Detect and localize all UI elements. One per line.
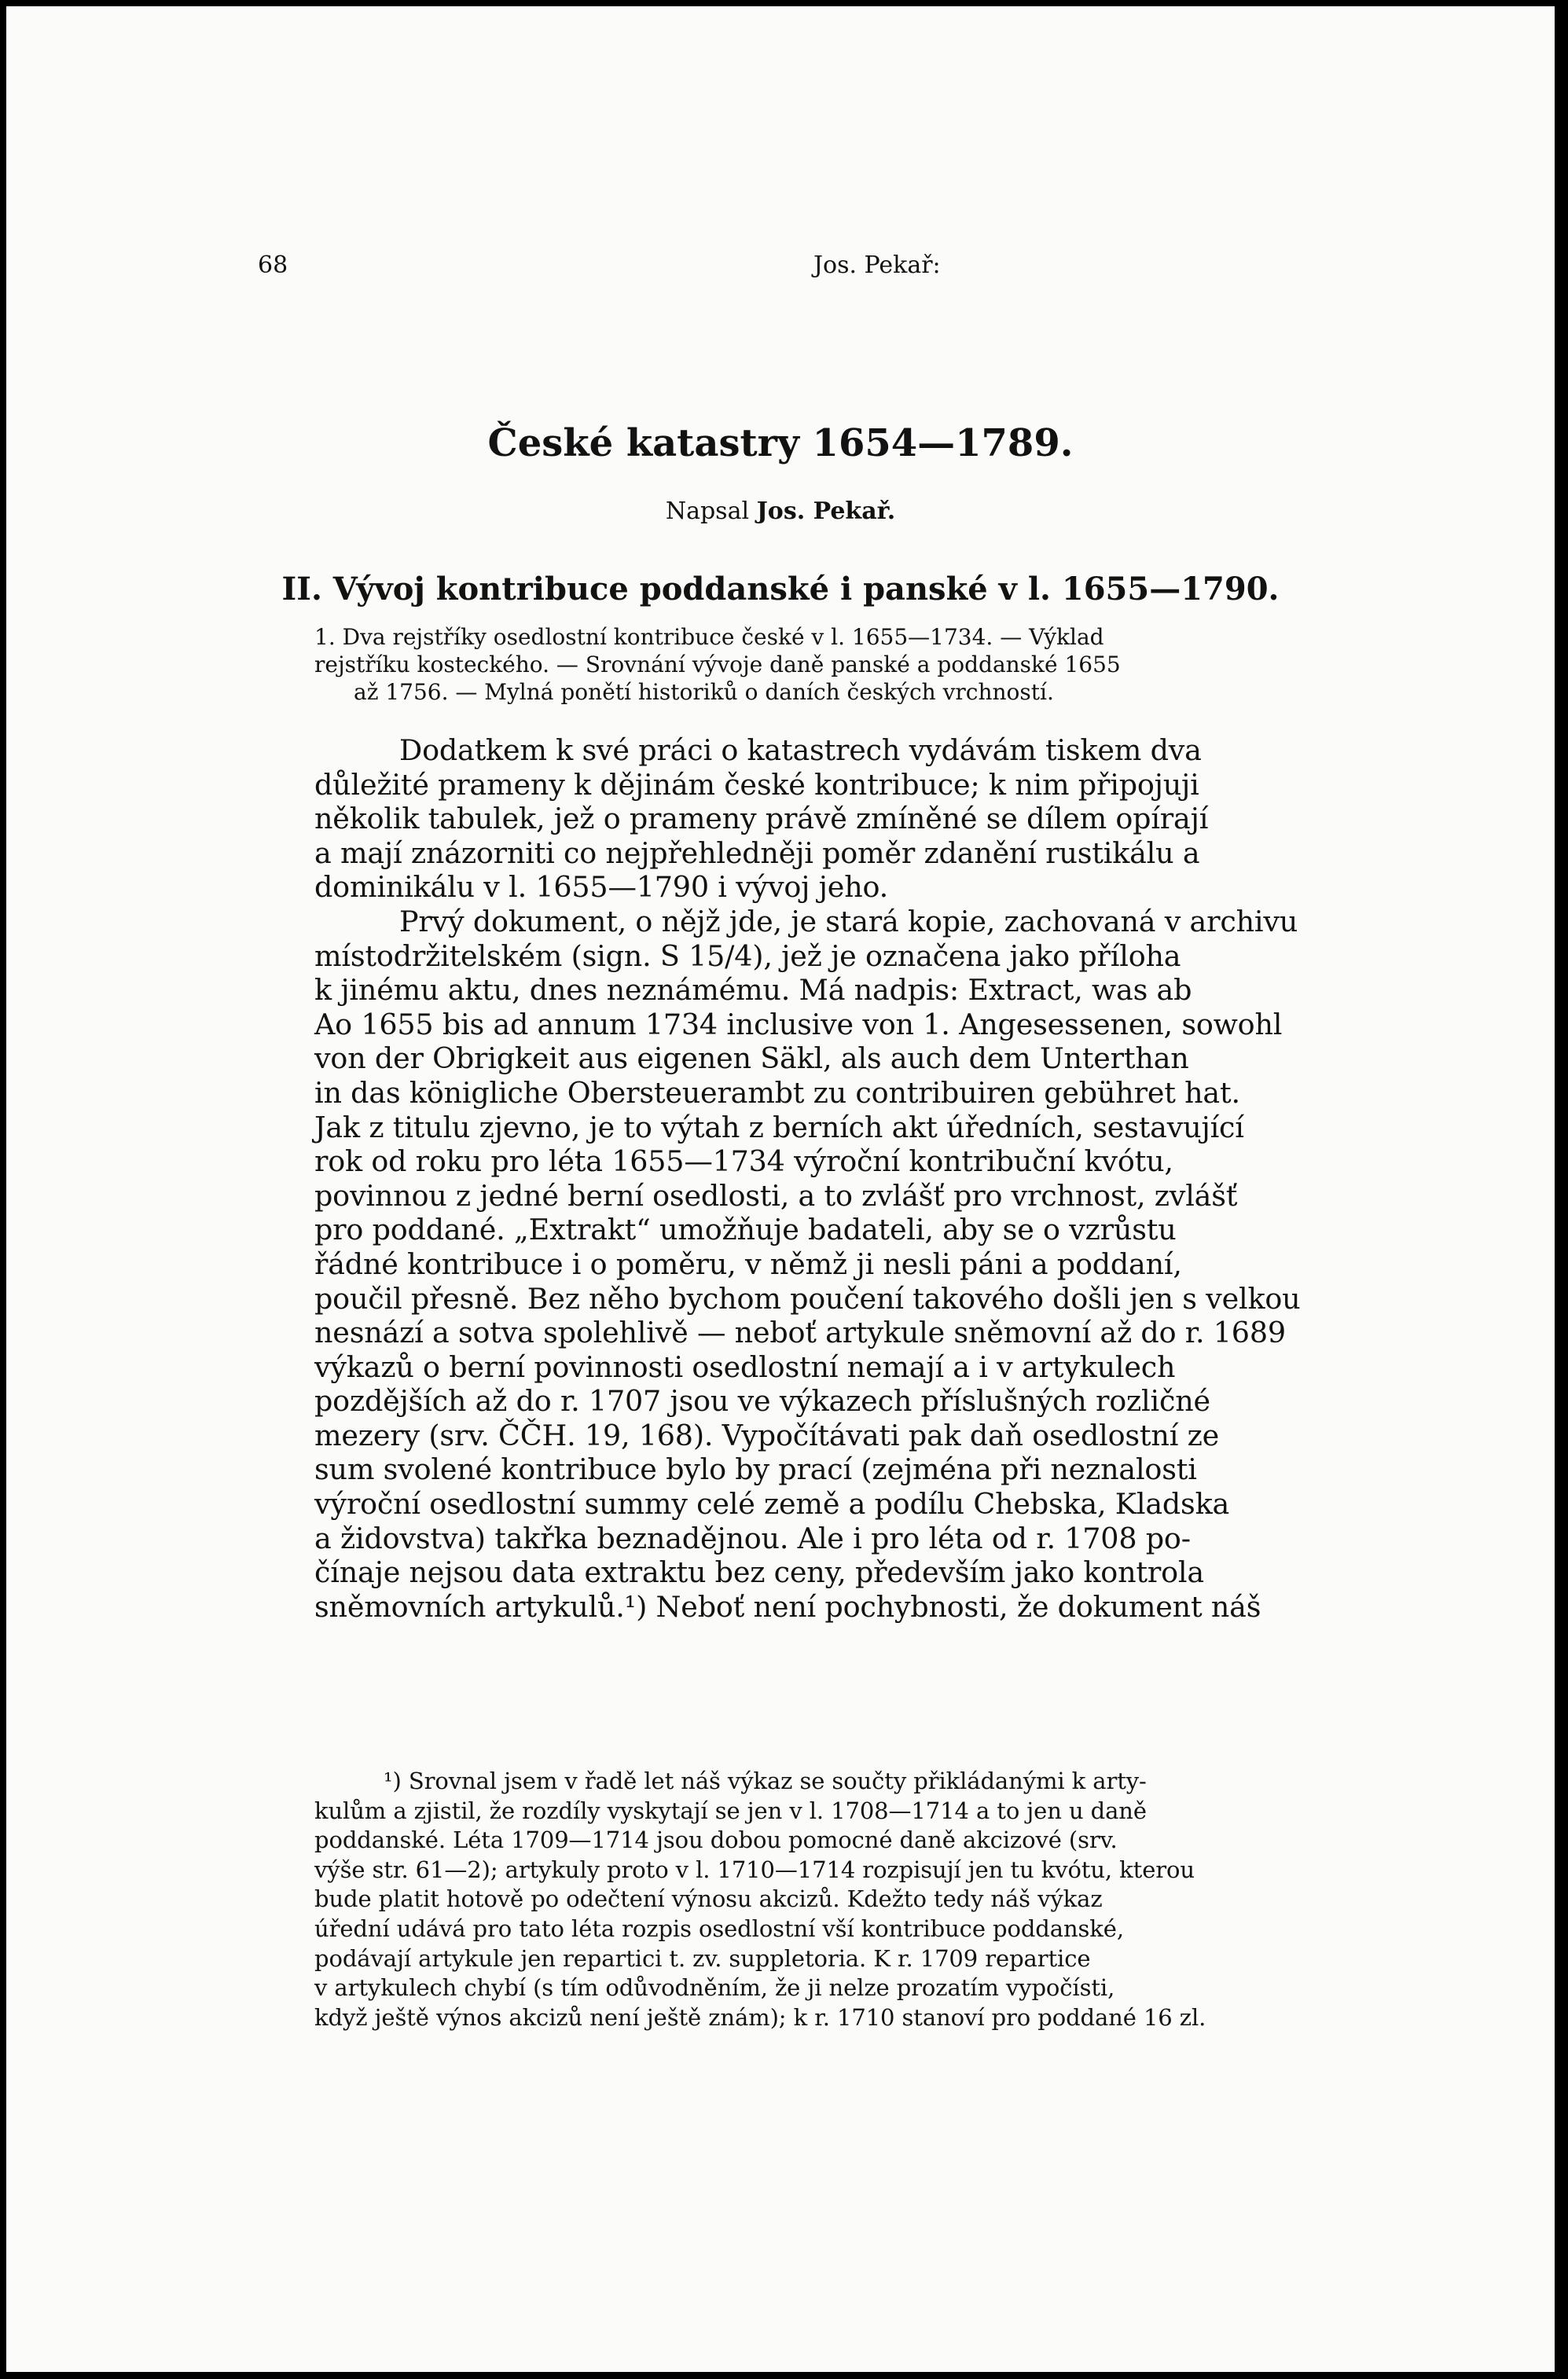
page-number: 68	[258, 251, 288, 279]
body-line: řádné kontribuce i o poměru, v němž ji nesli páni a poddaní,	[314, 1246, 1182, 1281]
body-line: Dodatkem k své práci o katastrech vydávám tiskem dva	[399, 733, 1202, 767]
body-line: Prvý dokument, o nějž jde, je stará kopie, zachovaná v archivu	[399, 904, 1298, 938]
footnote-line: ¹) Srovnal jsem v řadě let náš výkaz se součty přikládanými k arty-	[384, 1768, 1147, 1794]
body-line: mezery (srv. ČČH. 19, 168). Vypočítávati pak daň osedlostní ze	[314, 1418, 1220, 1452]
byline-prefix: Napsal	[665, 497, 750, 525]
body-line: rok od roku pro léta 1655—1734 výroční kontribuční kvótu,	[314, 1144, 1173, 1179]
body-line: a mají znázorniti co nejpřehledněji poměr zdanění rustikálu a	[314, 835, 1200, 870]
body-line: k jinému aktu, dnes neznámému. Má nadpis: Extract, was ab	[314, 973, 1192, 1008]
body-line: povinnou z jedné berní osedlosti, a to zvlášť pro vrchnost, zvlášť	[314, 1178, 1238, 1213]
running-head: Jos. Pekař:	[813, 251, 941, 279]
body-line: důležité prameny k dějinám české kontribuce; k nim připojuji	[314, 767, 1199, 802]
footnote-line: úřední udává pro tato léta rozpis osedlostní vší kontribuce poddanské,	[314, 1915, 1124, 1942]
footnote-line: podávají artykule jen repartici t. zv. suppletoria. K r. 1709 repartice	[314, 1944, 1091, 1972]
footnote-line: v artykulech chybí (s tím odůvodněním, že ji nelze prozatím vypočísti,	[314, 1974, 1115, 2002]
footnote-line: výše str. 61—2); artykuly proto v l. 1710—1714 rozpisují jen tu kvótu, kterou	[314, 1856, 1195, 1883]
body-line: výroční osedlostní summy celé země a podílu Chebska, Kladska	[314, 1487, 1230, 1522]
summary-line: rejstříku kosteckého. — Srovnání vývoje daně panské a poddanské 1655	[314, 652, 1121, 677]
chapter-summary	[314, 623, 1424, 706]
byline-author: Jos. Pekař.	[756, 497, 896, 525]
body-line: sněmovních artykulů.¹) Neboť není pochybnosti, že dokument náš	[314, 1589, 1261, 1624]
book-page	[6, 6, 1555, 2372]
body-line: pozdějších až do r. 1707 jsou ve výkazech příslušných rozličné	[314, 1384, 1210, 1419]
section-heading: II. Vývoj kontribuce poddanské i panské v l. 1655—1790.	[281, 571, 1280, 608]
body-line: pro poddané. „Extrakt“ umožňuje badateli, aby se o vzrůstu	[314, 1213, 1177, 1247]
byline	[6, 497, 1555, 525]
body-line: sum svolené kontribuce bylo by prací (zejména při neznalosti	[314, 1452, 1197, 1487]
footnote-line: kulům a zjistil, že rozdíly vyskytají se jen v l. 1708—1714 a to jen u daně	[314, 1797, 1147, 1824]
footnote-line: bude platit hotově po odečtení výnosu akcizů. Kdežto tedy náš výkaz	[314, 1885, 1103, 1913]
body-line: Jak z titulu zjevno, je to výtah z berních akt úředních, sestavující	[314, 1110, 1244, 1144]
body-line: a židovstva) takřka beznadějnou. Ale i pro léta od r. 1708 po-	[314, 1521, 1191, 1555]
body-line: několik tabulek, jež o prameny právě zmíněné se dílem opírají	[314, 802, 1209, 836]
footnote-line: poddanské. Léta 1709—1714 jsou dobou pomocné daně akcizové (srv.	[314, 1826, 1118, 1854]
footnote-line: když ještě výnos akcizů není ještě znám); k r. 1710 stanoví pro poddané 16 zl.	[314, 2003, 1206, 2031]
summary-line: 1. Dva rejstříky osedlostní kontribuce české v l. 1655—1734. — Výklad	[314, 624, 1104, 650]
body-line: Ao 1655 bis ad annum 1734 inclusive von 1. Angesessenen, sowohl	[314, 1007, 1283, 1041]
body-line: čínaje nejsou data extraktu bez ceny, především jako kontrola	[314, 1555, 1204, 1590]
body-line: výkazů o berní povinnosti osedlostní nemají a i v artykulech	[314, 1349, 1176, 1384]
footnotes	[314, 1767, 1423, 2032]
body-line: poučil přesně. Bez něho bychom poučení takového došli jen s velkou	[314, 1281, 1301, 1316]
article-title: České katastry 1654—1789.	[487, 421, 1074, 465]
body-line: von der Obrigkeit aus eigenen Säkl, als auch dem Unterthan	[314, 1041, 1189, 1076]
summary-line: až 1756. — Mylná ponětí historiků o daních českých vrchností.	[354, 679, 1054, 705]
body-line: in das königliche Obersteuerambt zu contribuiren gebühret hat.	[314, 1075, 1240, 1110]
page-header	[6, 251, 1555, 291]
body-text	[314, 733, 1423, 1624]
body-line: místodržitelském (sign. S 15/4), jež je označena jako příloha	[314, 938, 1181, 973]
body-line: dominikálu v l. 1655—1790 i vývoj jeho.	[314, 870, 889, 905]
body-line: nesnází a sotva spolehlivě — neboť artykule sněmovní až do r. 1689	[314, 1316, 1286, 1350]
